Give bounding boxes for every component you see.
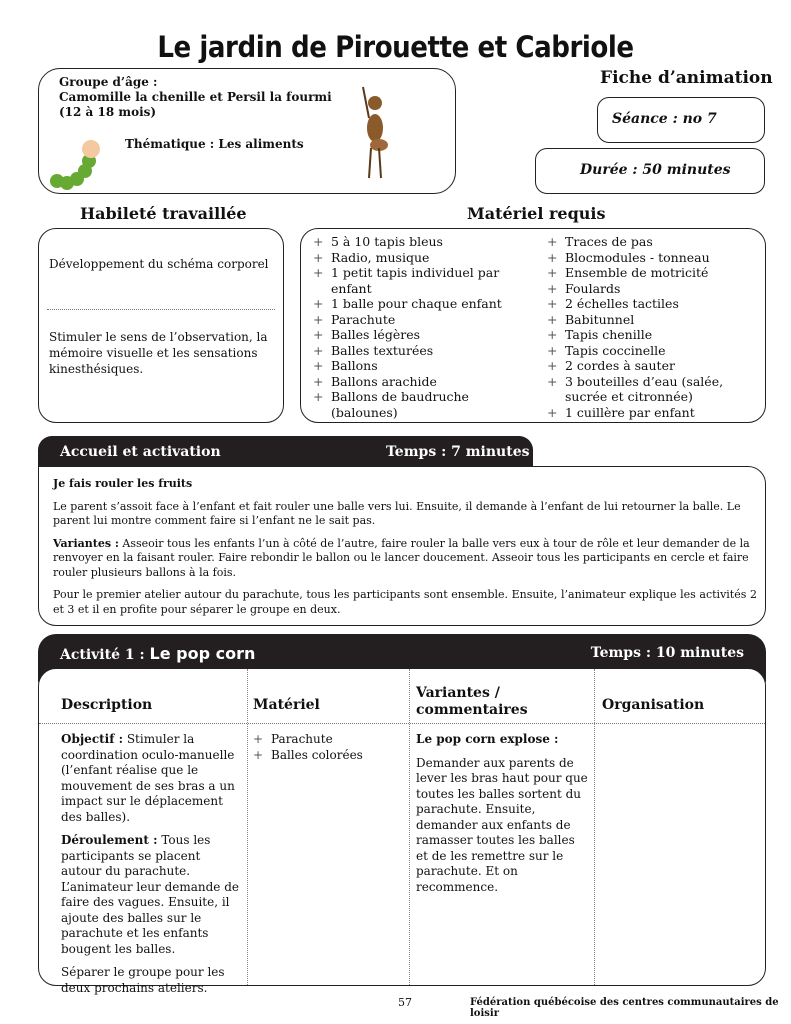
list-item: + Tapis coccinelle bbox=[543, 343, 765, 359]
habilete-item: Stimuler le sens de l’observation, la mémoire visuelle et les sensations kinesthésiques. bbox=[49, 330, 268, 376]
activite-materiel-list bbox=[249, 732, 404, 763]
caterpillar-icon bbox=[47, 131, 107, 193]
page-number: 57 bbox=[398, 996, 412, 1009]
accueil-header bbox=[38, 436, 533, 468]
list-item: + Radio, musique bbox=[309, 250, 509, 266]
page-title: Le jardin de Pirouette et Cabriole bbox=[157, 30, 634, 64]
list-item: + Ensemble de motricité bbox=[543, 265, 765, 281]
header-variantes: Variantes / commentaires bbox=[416, 685, 528, 718]
accueil-p2: Variantes : Asseoir tous les enfants l’un à côté de l’autre, faire rouler la balle vers eux à tour de rôle et leur demander de la renvoyer en la faisant rouler. Faire rebondir le ballon ou le lancer doucement. Asseoir tous les participants en cercle et faire rouler plusieurs ballons à la fois. bbox=[53, 536, 750, 579]
materiel-list-2 bbox=[543, 234, 765, 420]
list-item: + Foulards bbox=[543, 281, 765, 297]
fiche-heading: Fiche d’animation bbox=[600, 68, 773, 88]
divider bbox=[47, 309, 275, 310]
seance-box bbox=[597, 97, 765, 143]
materiel-box bbox=[300, 228, 766, 423]
list-item: + 5 à 10 tapis bleus bbox=[309, 234, 509, 250]
list-item: + Ballons de baudruche (balounes) bbox=[309, 389, 509, 420]
accueil-subtitle: Je fais rouler les fruits bbox=[53, 477, 193, 490]
seance: Séance : no 7 bbox=[612, 111, 717, 127]
list-item: + Balles légères bbox=[309, 327, 509, 343]
list-item: + 1 cuillère par enfant bbox=[543, 405, 765, 421]
deroulement: Déroulement : Tous les participants se placent autour du parachute. L’animateur leur demande de faire des vagues. Ensuite, il ajoute des balles sur le parachute et les enfants bougent les balles. bbox=[61, 833, 240, 956]
separer: Séparer le groupe pour les deux prochains ateliers. bbox=[61, 965, 225, 995]
habilete-box bbox=[38, 228, 284, 423]
list-item: + Babitunnel bbox=[543, 312, 765, 328]
list-item: + Parachute bbox=[249, 732, 404, 748]
habilete-item: Développement du schéma corporel bbox=[49, 257, 269, 271]
duree-box bbox=[535, 148, 765, 194]
group-box bbox=[38, 68, 456, 194]
accueil-title: Accueil et activation bbox=[60, 444, 221, 460]
header-materiel: Matériel bbox=[253, 697, 320, 713]
list-item: + Ballons bbox=[309, 358, 509, 374]
list-item: + 3 bouteilles d’eau (salée, sucrée et citronnée) bbox=[543, 374, 765, 405]
duree: Durée : 50 minutes bbox=[580, 162, 731, 178]
list-item: + 2 cordes à sauter bbox=[543, 358, 765, 374]
age-label: Groupe d’âge : bbox=[59, 75, 158, 89]
list-item: + Blocmodules - tonneau bbox=[543, 250, 765, 266]
variante-title: Le pop corn explose : bbox=[416, 732, 559, 746]
list-item: + 1 balle pour chaque enfant bbox=[309, 296, 509, 312]
activite-name: Le pop corn bbox=[149, 644, 256, 663]
theme: Thématique : Les aliments bbox=[125, 137, 304, 151]
activite-box bbox=[38, 668, 766, 995]
header-organisation: Organisation bbox=[602, 697, 705, 713]
ant-icon bbox=[357, 83, 393, 183]
header-description: Description bbox=[61, 697, 153, 713]
group-name: Camomille la chenille et Persil la fourmi bbox=[59, 90, 332, 104]
materiel-heading: Matériel requis bbox=[467, 204, 606, 223]
age-range: (12 à 18 mois) bbox=[59, 105, 157, 119]
variante-text: Demander aux parents de lever les bras haut pour que toutes les balles sortent du parachute. Ensuite, demander aux enfants de ramasser toutes les balles et de les remettre sur le parachute. Et on recommence. bbox=[416, 755, 588, 894]
list-item: + Traces de pas bbox=[543, 234, 765, 250]
objectif: Objectif : Stimuler la coordination oculo-manuelle (l’enfant réalise que le mouvement de ses bras a un impact sur le déplacement des balles). bbox=[61, 732, 235, 824]
materiel-list-1 bbox=[309, 234, 509, 420]
list-item: + Balles colorées bbox=[249, 748, 404, 764]
footer-org: Fédération québécoise des centres communautaires de loisir bbox=[470, 997, 779, 1019]
activite-label: Activité 1 : bbox=[60, 647, 145, 663]
activite-time: Temps : 10 minutes bbox=[590, 645, 744, 661]
accueil-p3: Pour le premier atelier autour du parachute, tous les participants sont ensemble. Ensuite, l’animateur explique les activités 2 et 3 et il en profite pour séparer le groupe en deux. bbox=[53, 588, 757, 616]
accueil-box bbox=[38, 466, 766, 626]
list-item: + Balles texturées bbox=[309, 343, 509, 359]
list-item: + 1 petit tapis individuel par enfant bbox=[309, 265, 509, 296]
list-item: + Ballons arachide bbox=[309, 374, 509, 390]
list-item: + Parachute bbox=[309, 312, 509, 328]
habilete-heading: Habileté travaillée bbox=[80, 204, 247, 223]
list-item: + 2 échelles tactiles bbox=[543, 296, 765, 312]
list-item: + Tapis chenille bbox=[543, 327, 765, 343]
accueil-time: Temps : 7 minutes bbox=[386, 444, 530, 460]
accueil-p1: Le parent s’assoit face à l’enfant et fait rouler une balle vers lui. Ensuite, il demande à l’enfant de lui retourner la balle. Le parent lui montre comment faire si l’enfant ne le sait pas. bbox=[53, 499, 741, 527]
